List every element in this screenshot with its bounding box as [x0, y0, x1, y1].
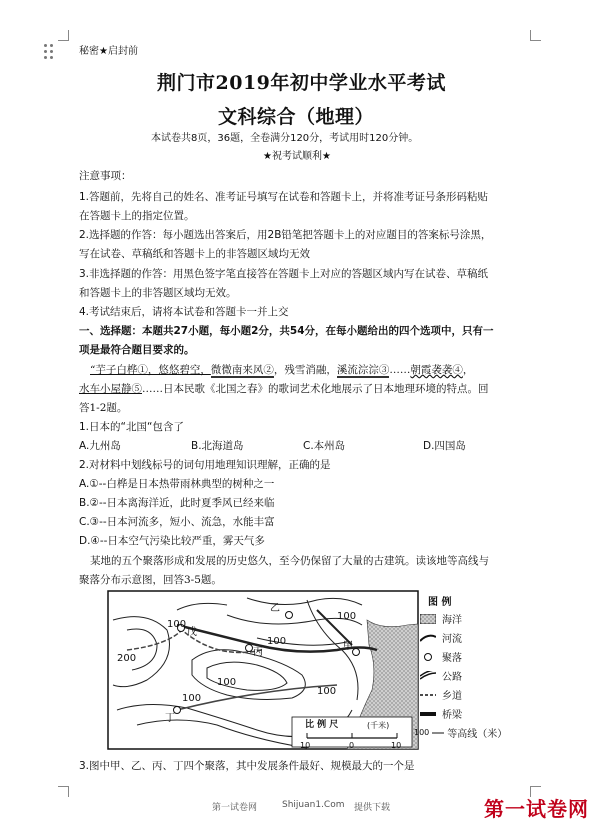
q2-option-d[interactable]: D.④--日本空气污染比较严重，雾天气多 [79, 535, 265, 547]
legend-item-settlement [420, 649, 462, 664]
contour-map-figure [107, 590, 419, 750]
footer-left: 第一试卷网 [212, 803, 258, 813]
notice-line: 在答题卡上的指定位置。 [79, 210, 195, 222]
highway-icon [420, 671, 436, 681]
header-label: 秘密★启封前 [79, 46, 138, 57]
passage-line-3: 答1-2题。 [79, 402, 128, 414]
q2-option-c[interactable]: C.③--日本河流多，短小、流急，水能丰富 [79, 516, 275, 528]
footer-site[interactable]: Shijuan1.Com [282, 800, 345, 810]
contour-label: 100 [267, 636, 287, 647]
exam-info: 本试卷共8页，36题，全卷满分120分，考试用时120分钟。 [151, 133, 419, 144]
legend-item-contour [414, 725, 507, 740]
passage-segment: ……日本民歌《北国之春》的歌词艺术化地展示了日本地理环境的特点。回 [142, 383, 489, 395]
passage-segment: ，残雪消融， [273, 364, 337, 376]
q1-option-b[interactable]: B.北海道岛 [191, 440, 244, 452]
footer-right: 提供下载 [354, 803, 391, 813]
settlement-yi-icon [286, 612, 293, 619]
notice-heading: 注意事项： [79, 170, 132, 182]
bridge-icon [420, 709, 436, 719]
page-title: 荆门市2019年初中学业水平考试 [157, 72, 446, 94]
legend-label: 河流 [442, 634, 462, 645]
settlement-label-ding: 丁 [165, 713, 175, 724]
legend-item-bridge [420, 706, 462, 721]
wish-text: ★祝考试顺利★ [263, 151, 331, 162]
q1-option-d[interactable]: D.四国岛 [423, 440, 466, 452]
notice-line: 写在试卷、草稿纸和答题卡上的非答题区域均无效 [79, 248, 310, 260]
crop-mark-bottom-left [58, 786, 69, 797]
drag-handle-icon-2[interactable] [50, 44, 53, 59]
contour-label: 100 [167, 619, 187, 630]
notice-line: 和答题卡上的非答题区域均无效。 [79, 287, 237, 299]
scale-tick: 0 [349, 741, 355, 750]
settlement-bing-icon [246, 645, 253, 652]
passage-segment: 溪流淙淙③ [336, 364, 390, 376]
passage-segment: 朝霞袭袭④ [410, 364, 463, 376]
passage-segment: ， [462, 364, 474, 376]
settlement-jia-icon [353, 649, 360, 656]
section-heading: 一、选择题：本题共27小题，每小题2分，共54分，在每小题给出的四个选项中，只有一 [79, 325, 494, 337]
scale-tick: 10 [391, 741, 402, 750]
scale-unit: (千米) [367, 721, 390, 730]
question-1-stem: 1.日本的“北国“包含了 [79, 421, 184, 433]
question-3-stem: 3.图中甲、乙、丙、丁四个聚落，其中发展条件最好、规模最大的一个是 [79, 760, 415, 772]
settlement-label-jia: 甲 [343, 641, 353, 652]
village-road-icon [420, 690, 436, 700]
crop-mark-top-right [530, 30, 541, 41]
legend-label: 乡道 [442, 691, 462, 702]
notice-line: 2.选择题的作答：每小题选出答案后，用2B铅笔把答题卡上的对应题目的答案标号涂黑， [79, 229, 492, 241]
passage-line-2 [79, 383, 489, 396]
contour-line-icon [432, 728, 444, 738]
sea-icon [420, 614, 436, 624]
legend-label: 公路 [442, 672, 462, 683]
q1-option-c[interactable]: C.本州岛 [303, 440, 346, 452]
q2-option-b[interactable]: B.②--日本离海洋近，此时夏季风已经来临 [79, 497, 275, 509]
passage-segment: 微微南来风② [210, 364, 274, 376]
legend-item-river [420, 630, 462, 645]
q1-option-a[interactable]: A.九州岛 [79, 440, 121, 452]
scale-title: 比 例 尺 [305, 720, 339, 730]
legend-label: 等高线（米） [447, 729, 508, 740]
river-icon [420, 633, 436, 643]
notice-line: 4.考试结束后，请将本试卷和答题卡一并上交 [79, 306, 289, 318]
legend-label: 聚落 [442, 653, 462, 664]
passage-line-1 [90, 364, 473, 377]
drag-handle-icon[interactable] [44, 44, 47, 59]
passage-segment: 水车小屋静⑤ [79, 383, 142, 395]
contour-legend-value: 100 [414, 728, 430, 737]
legend-label: 桥梁 [442, 710, 462, 721]
crop-mark-top-left [58, 30, 69, 41]
passage-segment: …… [389, 364, 411, 376]
legend-item-sea [420, 611, 462, 626]
notice-line: 3.非选择题的作答：用黑色签字笔直接答在答题卡上对应的答题区域内写在试卷、草稿纸 [79, 268, 489, 280]
passage-segment: “芋子白桦①，悠悠碧空， [90, 364, 211, 376]
legend-item-village-road [420, 687, 462, 702]
settlement-label-yi: 乙 [270, 603, 280, 614]
q2-option-a[interactable]: A.①--白桦是日本热带雨林典型的树种之一 [79, 478, 275, 490]
settlement-label-bing: 丙 [253, 647, 263, 658]
contour-label: 100 [337, 611, 357, 622]
settlement-icon [420, 652, 436, 662]
legend-title: 图 例 [428, 597, 452, 608]
scale-tick: 10 [300, 741, 311, 750]
notice-line: 1.答题前，先将自己的姓名、准考证号填写在试卷和答题卡上，并将准考证号条形码粘贴 [79, 191, 489, 203]
contour-label: 100 [217, 677, 237, 688]
page-subtitle: 文科综合（地理） [218, 106, 375, 128]
brand-logo: 第一试卷网 [484, 797, 589, 821]
passage-2-line-1: 某地的五个聚落形成和发展的历史悠久，至今仍保留了大量的古建筑。读该地等高线与 [90, 555, 489, 567]
legend-label: 海洋 [442, 615, 462, 626]
question-2-stem: 2.对材料中划线标号的词句用地理知识理解，正确的是 [79, 459, 331, 471]
passage-2-line-2: 聚落分布示意图，回答3-5题。 [79, 574, 222, 586]
contour-label: 200 [117, 653, 137, 664]
settlement-label-wu: 戊 [187, 627, 197, 638]
section-heading-cont: 项是最符合题目要求的。 [79, 344, 195, 356]
legend-item-highway [420, 668, 462, 683]
contour-label: 100 [182, 693, 202, 704]
contour-label: 100 [317, 686, 337, 697]
